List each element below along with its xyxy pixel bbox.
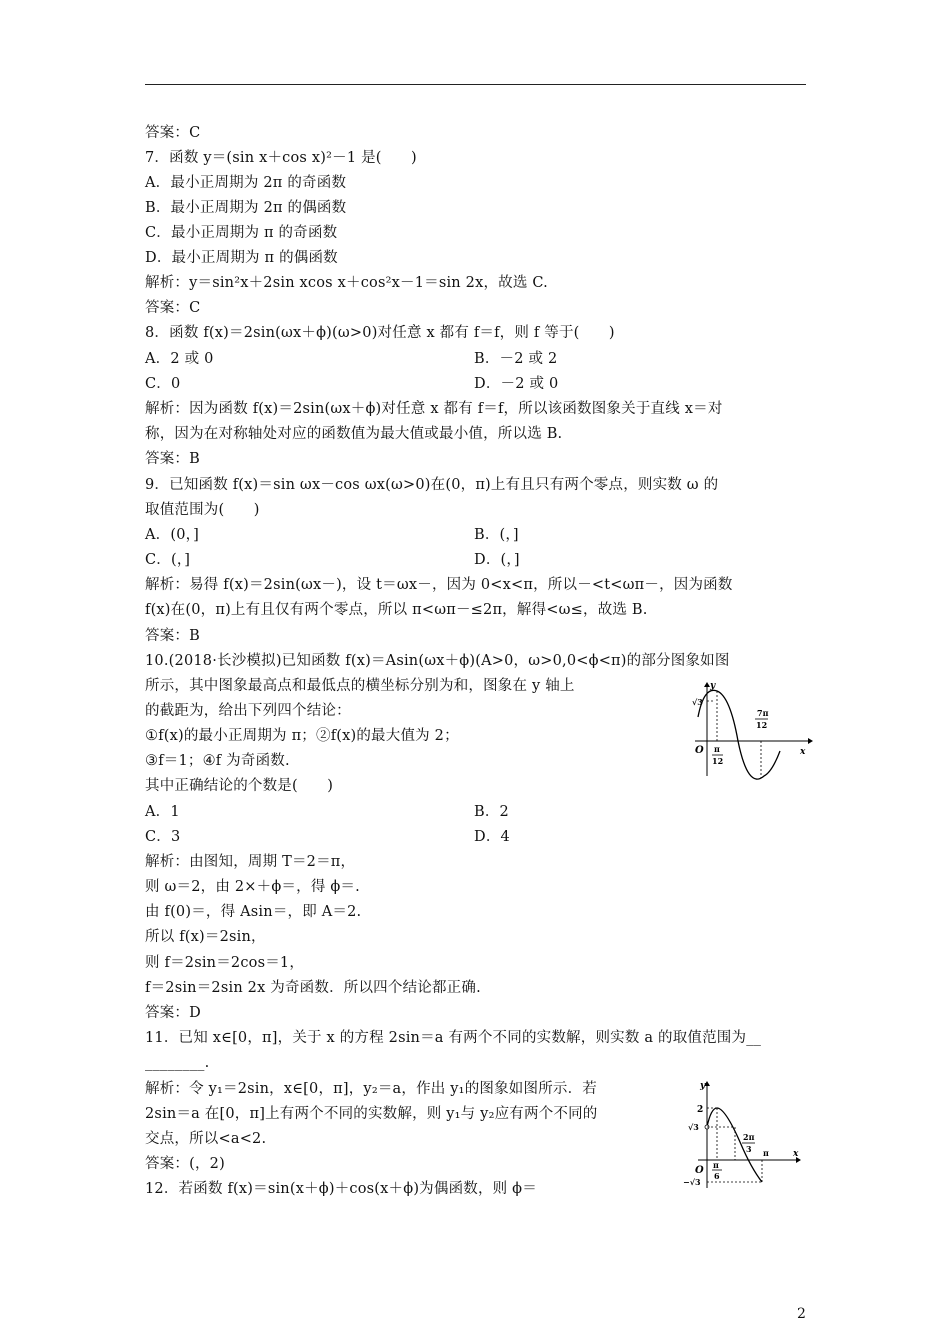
text-line: f(x)在(0，π)上有且仅有两个零点，所以 π<ωπ－≤2π，解得<ω≤，故选 B. <box>145 602 648 618</box>
text-line: A．2 或 0 <box>145 351 214 367</box>
text-line: ________. <box>145 1055 210 1071</box>
text-line: D．4 <box>474 829 510 845</box>
text-line: D．(，] <box>474 552 520 568</box>
text-line: 答案：C <box>145 125 201 141</box>
fig2-origin: O <box>695 1165 704 1176</box>
text-line: 的截距为，给出下列四个结论： <box>145 703 351 719</box>
text-line: 则 f＝2sin＝2cos＝1， <box>145 955 305 971</box>
fig1-intercept: √3 <box>692 697 703 707</box>
figure-y1-graph <box>680 1078 805 1190</box>
header-rule <box>145 84 806 85</box>
text-line: 取值范围为( ) <box>145 502 260 518</box>
text-line: 称，因为在对称轴处对应的函数值为最大值或最小值，所以选 B. <box>145 426 563 442</box>
sinusoid-curve <box>698 690 780 779</box>
page-number: 2 <box>797 1306 806 1322</box>
fig2-max-label: 2 <box>697 1105 704 1115</box>
fig1-origin: O <box>695 745 704 756</box>
text-line: 解析：易得 f(x)＝2sin(ωx－)，设 t＝ωx－，因为 0<x<π，所以－<t<ωπ－，因为函数 <box>145 577 733 593</box>
fig2-x-label: x <box>793 1149 799 1159</box>
fig2-neg-sqrt3-label: −√3 <box>683 1177 701 1187</box>
text-line: 交点，所以<a<2. <box>145 1131 267 1147</box>
text-line: 10.(2018·长沙模拟)已知函数 f(x)＝Asin(ωx＋ϕ)(A>0，ω>0,0<ϕ<π)的部分图象如图 <box>145 653 730 669</box>
text-line: C．(，] <box>145 552 191 568</box>
text-line: ③f＝1；④f 为奇函数. <box>145 753 290 769</box>
text-line: 其中正确结论的个数是( ) <box>145 778 334 794</box>
fig2-b-num: 2π <box>743 1132 755 1142</box>
text-line: B．－2 或 2 <box>474 351 558 367</box>
figure-sinusoid <box>690 680 815 780</box>
text-line: 答案：(，2) <box>145 1156 225 1172</box>
text-line: 解析：因为函数 f(x)＝2sin(ωx＋ϕ)对任意 x 都有 f＝f，所以该函数图象关于直线 x＝对 <box>145 401 723 417</box>
text-line: 所以 f(x)＝2sin， <box>145 929 266 945</box>
text-line: C．最小正周期为 π 的奇函数 <box>145 225 338 241</box>
text-line: 12．若函数 f(x)＝sin(x＋ϕ)＋cos(x＋ϕ)为偶函数，则 ϕ＝ <box>145 1181 537 1197</box>
fig1-trough-den: 12 <box>756 720 768 730</box>
text-line: B．(，] <box>474 527 519 543</box>
fig1-peak-den: 12 <box>712 756 724 766</box>
text-line: B．最小正周期为 2π 的偶函数 <box>145 200 347 216</box>
text-line: 则 ω＝2，由 2×＋ϕ＝，得 ϕ＝. <box>145 879 360 895</box>
text-line: A．1 <box>145 804 180 820</box>
fig1-trough-num: 7π <box>757 708 769 718</box>
text-line: f＝2sin＝2sin 2x 为奇函数．所以四个结论都正确. <box>145 980 481 996</box>
text-line: 8．函数 f(x)＝2sin(ωx＋ϕ)(ω>0)对任意 x 都有 f＝f，则 f 等于( ) <box>145 325 615 341</box>
text-line: 7．函数 y＝(sin x＋cos x)²－1 是( ) <box>145 150 417 166</box>
text-line: A．(0，] <box>145 527 199 543</box>
text-line: D．－2 或 0 <box>474 376 559 392</box>
text-line: 所示，其中图象最高点和最低点的横坐标分别为和，图象在 y 轴上 <box>145 678 575 694</box>
text-line: ①f(x)的最小正周期为 π；②f(x)的最大值为 2； <box>145 728 459 744</box>
fig2-a-num: π <box>713 1160 719 1170</box>
text-line: C．0 <box>145 376 181 392</box>
text-line: 答案：B <box>145 628 200 644</box>
fig2-a-den: 6 <box>714 1171 720 1181</box>
text-line: 由 f(0)＝，得 Asin＝，即 A＝2. <box>145 904 362 920</box>
fig1-peak-num: π <box>714 744 720 754</box>
text-line: 解析：由图知，周期 T＝2＝π， <box>145 854 356 870</box>
text-line: 答案：D <box>145 1005 201 1021</box>
text-line: C．3 <box>145 829 181 845</box>
text-line: B．2 <box>474 804 509 820</box>
fig1-y-label: y <box>710 681 716 691</box>
text-line: A．最小正周期为 2π 的奇函数 <box>145 175 347 191</box>
fig2-sqrt3-label: √3 <box>688 1122 699 1132</box>
text-line: 9．已知函数 f(x)＝sin ωx－cos ωx(ω>0)在(0，π)上有且只有两个零点，则实数 ω 的 <box>145 477 719 493</box>
text-line: 答案：B <box>145 451 200 467</box>
text-line: 2sin＝a 在[0，π]上有两个不同的实数解，则 y₁与 y₂应有两个不同的 <box>145 1106 598 1122</box>
text-line: D．最小正周期为 π 的偶函数 <box>145 250 338 266</box>
fig2-b-den: 3 <box>746 1144 752 1154</box>
text-line: 答案：C <box>145 300 201 316</box>
text-line: 11．已知 x∈[0，π]，关于 x 的方程 2sin＝a 有两个不同的实数解，则实数 a 的取值范围为__ <box>145 1030 762 1046</box>
fig2-y-label: y <box>700 1081 706 1091</box>
text-line: 解析：令 y₁＝2sin，x∈[0，π]，y₂＝a，作出 y₁的图象如图所示．若 <box>145 1081 597 1097</box>
text-line: 解析：y＝sin²x＋2sin xcos x＋cos²x－1＝sin 2x，故选 C. <box>145 275 548 291</box>
fig2-pi-label: π <box>763 1148 769 1158</box>
fig1-x-label: x <box>800 747 806 757</box>
